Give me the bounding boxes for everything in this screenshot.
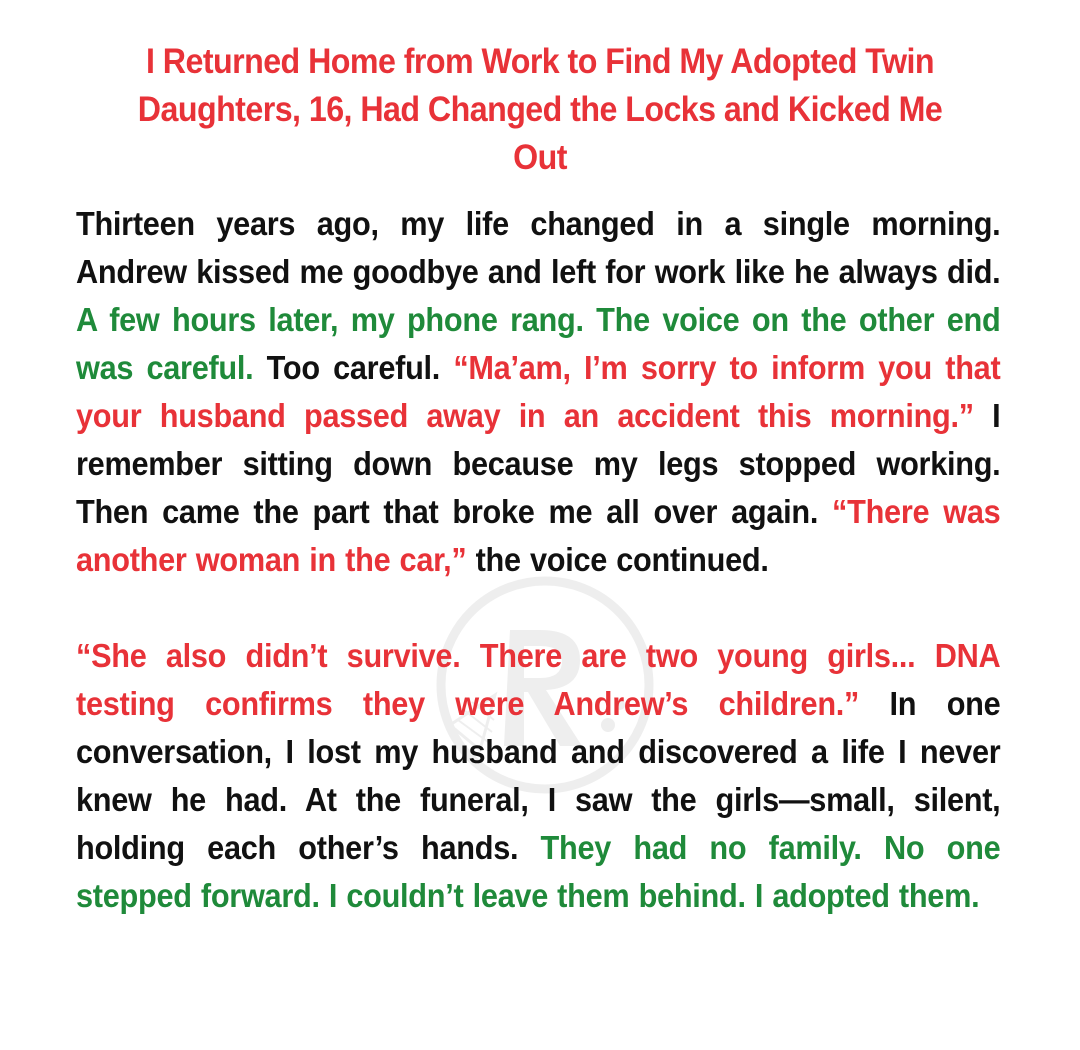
quoted-text-run: “She also didn’t survive. There are two young girls... DNA testing confirms they were Andrew’s children.”: [76, 637, 1001, 722]
text-run: I remember sitting down because my legs stopped working. Then came the part that broke me all over again.: [76, 397, 1001, 530]
paragraph: [76, 200, 1000, 584]
article-title: I Returned Home from Work to Find My Adopted Twin Daughters, 16, Had Changed the Locks and Kicked Me Out: [137, 42, 943, 177]
quoted-text-run: “There was another woman in the car,”: [76, 493, 1001, 578]
text-run: In one conversation, I lost my husband and discovered a life I never knew he had. At the funeral, I saw the girls—small, silent, holding each other’s hands.: [76, 685, 1001, 866]
highlighted-text-run: They had no family. No one stepped forward. I couldn’t leave them behind. I adopted them.: [76, 829, 1001, 914]
highlighted-text-run: A few hours later, my phone rang. The voice on the other end was careful.: [76, 301, 1001, 386]
text-run: Too careful.: [253, 349, 454, 386]
quoted-text-run: “Ma’am, I’m sorry to inform you that your husband passed away in an accident this morning.”: [76, 349, 1001, 434]
text-run: Thirteen years ago, my life changed in a single morning. Andrew kissed me goodbye and left for work like he always did.: [76, 205, 1001, 290]
article-body: [76, 200, 1001, 920]
paragraph: [76, 632, 1000, 920]
text-run: the voice continued.: [466, 541, 769, 578]
